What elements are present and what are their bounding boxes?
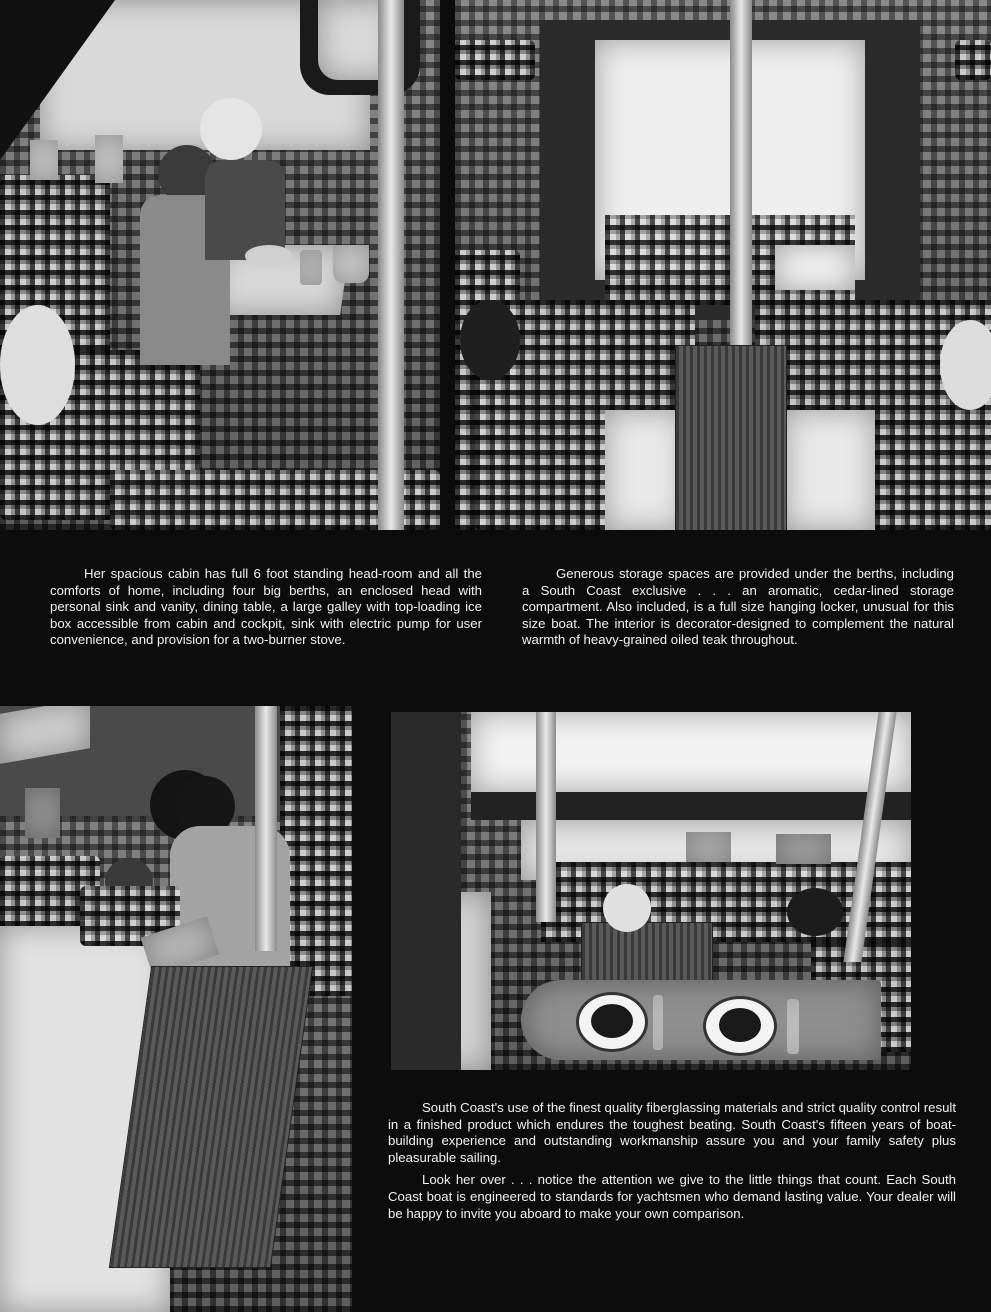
photo-reading-berth <box>0 706 352 1312</box>
caption-cabin <box>50 566 482 655</box>
folded-corner <box>0 0 115 160</box>
caption-quality <box>388 1100 956 1228</box>
caption-cabin-text: Her spacious cabin has full 6 foot standing head-room and all the comforts of home, including four big berths, an enclosed head with personal sink and vanity, dining table, a large galley with top-loading ice box accessible from cabin and cockpit, sink with electric pump for user convenience, and provision for a two-burner stove. <box>50 566 482 648</box>
caption-storage <box>522 566 954 655</box>
caption-quality-text: South Coast's use of the finest quality fiberglassing materials and strict quality control result in a finished product which endures the toughest beating. South Coast's fifteen years of boat-building experience and outstanding workmanship assure you and your family safety plus pleasurable sailing. <box>388 1100 956 1165</box>
photo-v-berth <box>455 0 991 530</box>
photo-dinette-table <box>391 712 911 1070</box>
caption-storage-text: Generous storage spaces are provided under the berths, including a South Coast exclusive . . . an aromatic, cedar-lined storage compartment. Also included, is a full size hanging locker, unusual for this size boat. The interior is decorator-designed to complement the natural warmth of heavy-grained oiled teak throughout. <box>522 566 954 648</box>
caption-look-text: Look her over . . . notice the attention we give to the little things that count. Each South Coast boat is engineered to standards for yachtsmen who demand lasting value. Your dealer will be happy to invite you aboard to make your own comparison. <box>388 1172 956 1221</box>
